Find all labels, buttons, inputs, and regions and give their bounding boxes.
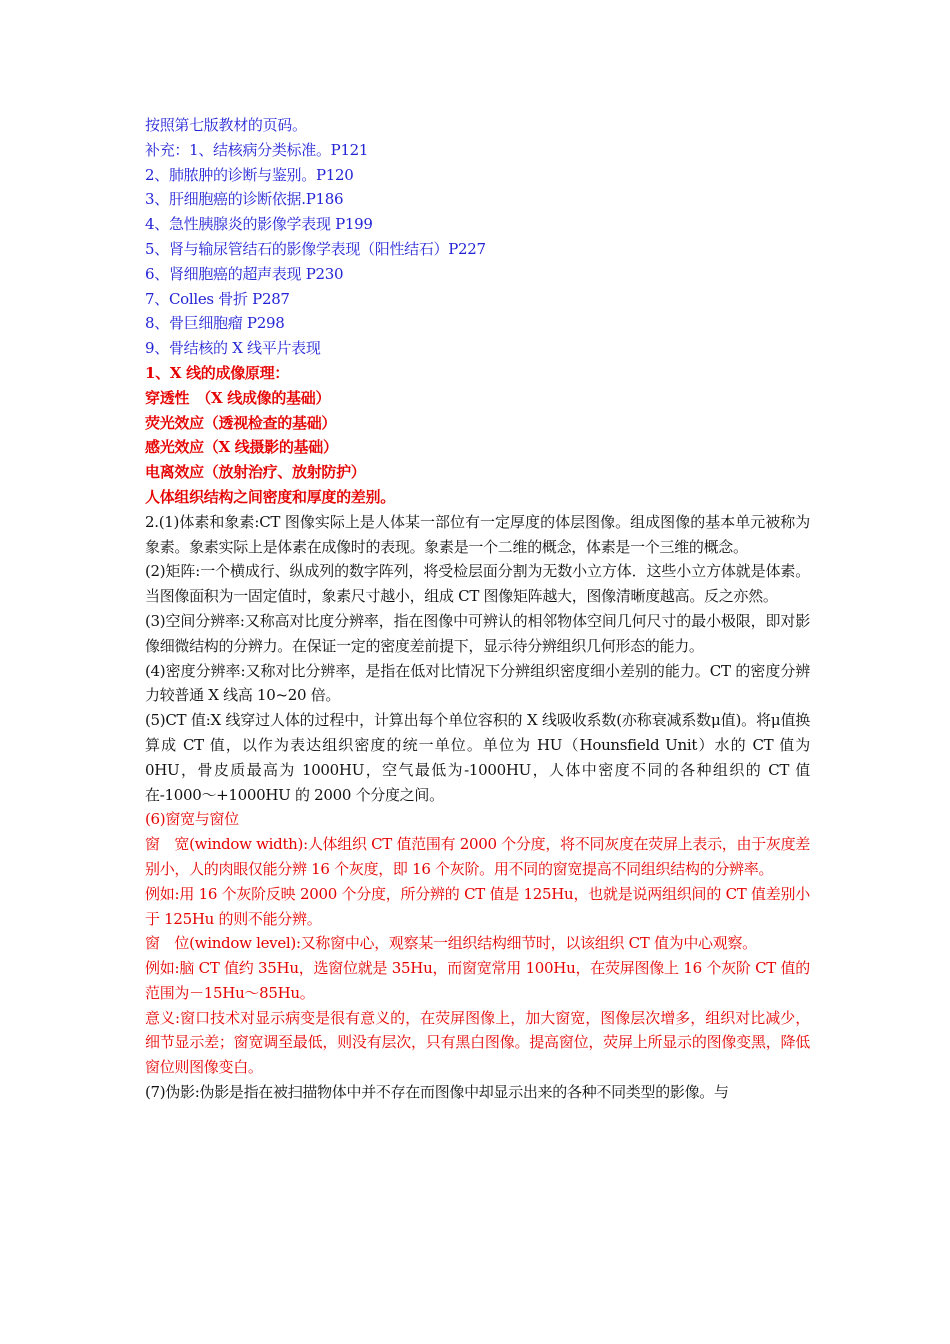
paragraph-window-width: 窗 宽(window width):人体组织 CT 值范围有 2000 个分度，将不同灰度在荧屏上表示，由于灰度差别小，人的肉眼仅能分辨 16 个灰度，即 16 个灰阶。用不同的窗宽提高不同组织结构的分辨率。 [145, 835, 810, 878]
paragraph-voxel-pixel: 2.(1)体素和象素:CT 图像实际上是人体某一部位有一定厚度的体层图像。组成图像的基本单元被称为象素。象素实际上是体素在成像时的表现。象素是一个二维的概念，体素是一个三维的概念。 [145, 512, 810, 556]
paragraph-density-resolution: (4)密度分辨率:又称对比分辨率，是指在低对比情况下分辨组织密度细小差别的能力。CT 的密度分辨力较普通 X 线高 10~20 倍。 [145, 661, 810, 705]
paragraph-artifact: (7)伪影:伪影是指在被扫描物体中并不存在而图像中却显示出来的各种不同类型的影像。与 [145, 1083, 729, 1102]
supplement-item-4: 4、急性胰腺炎的影像学表现 P199 [145, 215, 373, 234]
property-photosensitivity: 感光效应（X 线摄影的基础） [145, 438, 338, 457]
paragraph-window-level: 窗 位(window level):又称窗中心，观察某一组织结构细节时，以该组织 CT 值为中心观察。 [145, 934, 757, 953]
property-ionization: 电离效应（放射治疗、放射防护） [145, 463, 366, 482]
supplement-item-1: 补充：1、结核病分类标准。P121 [145, 140, 369, 159]
paragraph-window-level-example: 例如:脑 CT 值约 35Hu，选窗位就是 35Hu，而窗宽常用 100Hu，在荧屏图像上 16 个灰阶 CT 值的范围为－15Hu～85Hu。 [145, 959, 810, 1002]
supplement-item-9: 9、骨结核的 X 线平片表现 [145, 339, 321, 358]
supplement-item-5: 5、肾与输尿管结石的影像学表现（阳性结石）P227 [145, 239, 486, 258]
supplement-item-8: 8、骨巨细胞瘤 P298 [145, 314, 285, 333]
property-fluorescence: 荧光效应（透视检查的基础） [145, 413, 337, 432]
intro-line: 按照第七版教材的页码。 [145, 116, 307, 134]
supplement-item-7: 7、Colles 骨折 P287 [145, 289, 290, 308]
supplement-item-6: 6、肾细胞癌的超声表现 P230 [145, 264, 344, 283]
paragraph-window-significance: 意义:窗口技术对显示病变是很有意义的，在荧屏图像上，加大窗宽，图像层次增多，组织对比减少，细节显示差；窗宽调至最低，则没有层次，只有黑白图像。提高窗位，荧屏上所显示的图像变黑，降低窗位则图像变白。 [145, 1008, 810, 1077]
density-thickness-difference: 人体组织结构之间密度和厚度的差别。 [145, 487, 395, 506]
document-body [145, 113, 810, 1105]
property-penetration: 穿透性 （X 线成像的基础） [145, 388, 331, 407]
supplement-item-2: 2、肺脓肿的诊断与鉴别。P120 [145, 165, 354, 184]
section-1-heading: 1、X 线的成像原理： [145, 363, 289, 382]
paragraph-spatial-resolution: (3)空间分辨率:又称高对比度分辨率，指在图像中可辨认的相邻物体空间几何尺寸的最小极限，即对影像细微结构的分辨力。在保证一定的密度差前提下，显示待分辨组织几何形态的能力。 [145, 611, 810, 655]
paragraph-window-width-example: 例如:用 16 个灰阶反映 2000 个分度，所分辨的 CT 值是 125Hu，也就是说两组织间的 CT 值差别小于 125Hu 的则不能分辨。 [145, 884, 810, 928]
supplement-item-3: 3、肝细胞癌的诊断依据.P186 [145, 190, 344, 209]
paragraph-ct-value: (5)CT 值:X 线穿过人体的过程中，计算出每个单位容积的 X 线吸收系数(亦称衰减系数μ值)。将μ值换算成 CT 值，以作为表达组织密度的统一单位。单位为 HU（Hounsfield Unit）水的 CT 值为 0HU，骨皮质最高为 1000HU，空气最低为-1000HU，人体中密度不同的各种组织的 CT 值在-1000～+1000HU 的 2000 个分度之间。 [145, 711, 810, 804]
window-heading: (6)窗宽与窗位 [145, 810, 239, 829]
paragraph-matrix: (2)矩阵:一个横成行、纵成列的数字阵列，将受检层面分割为无数小立方体．这些小立方体就是体素。当图像面积为一固定值时，象素尺寸越小，组成 CT 图像矩阵越大，图像清晰度越高。反之亦然。 [145, 562, 810, 606]
